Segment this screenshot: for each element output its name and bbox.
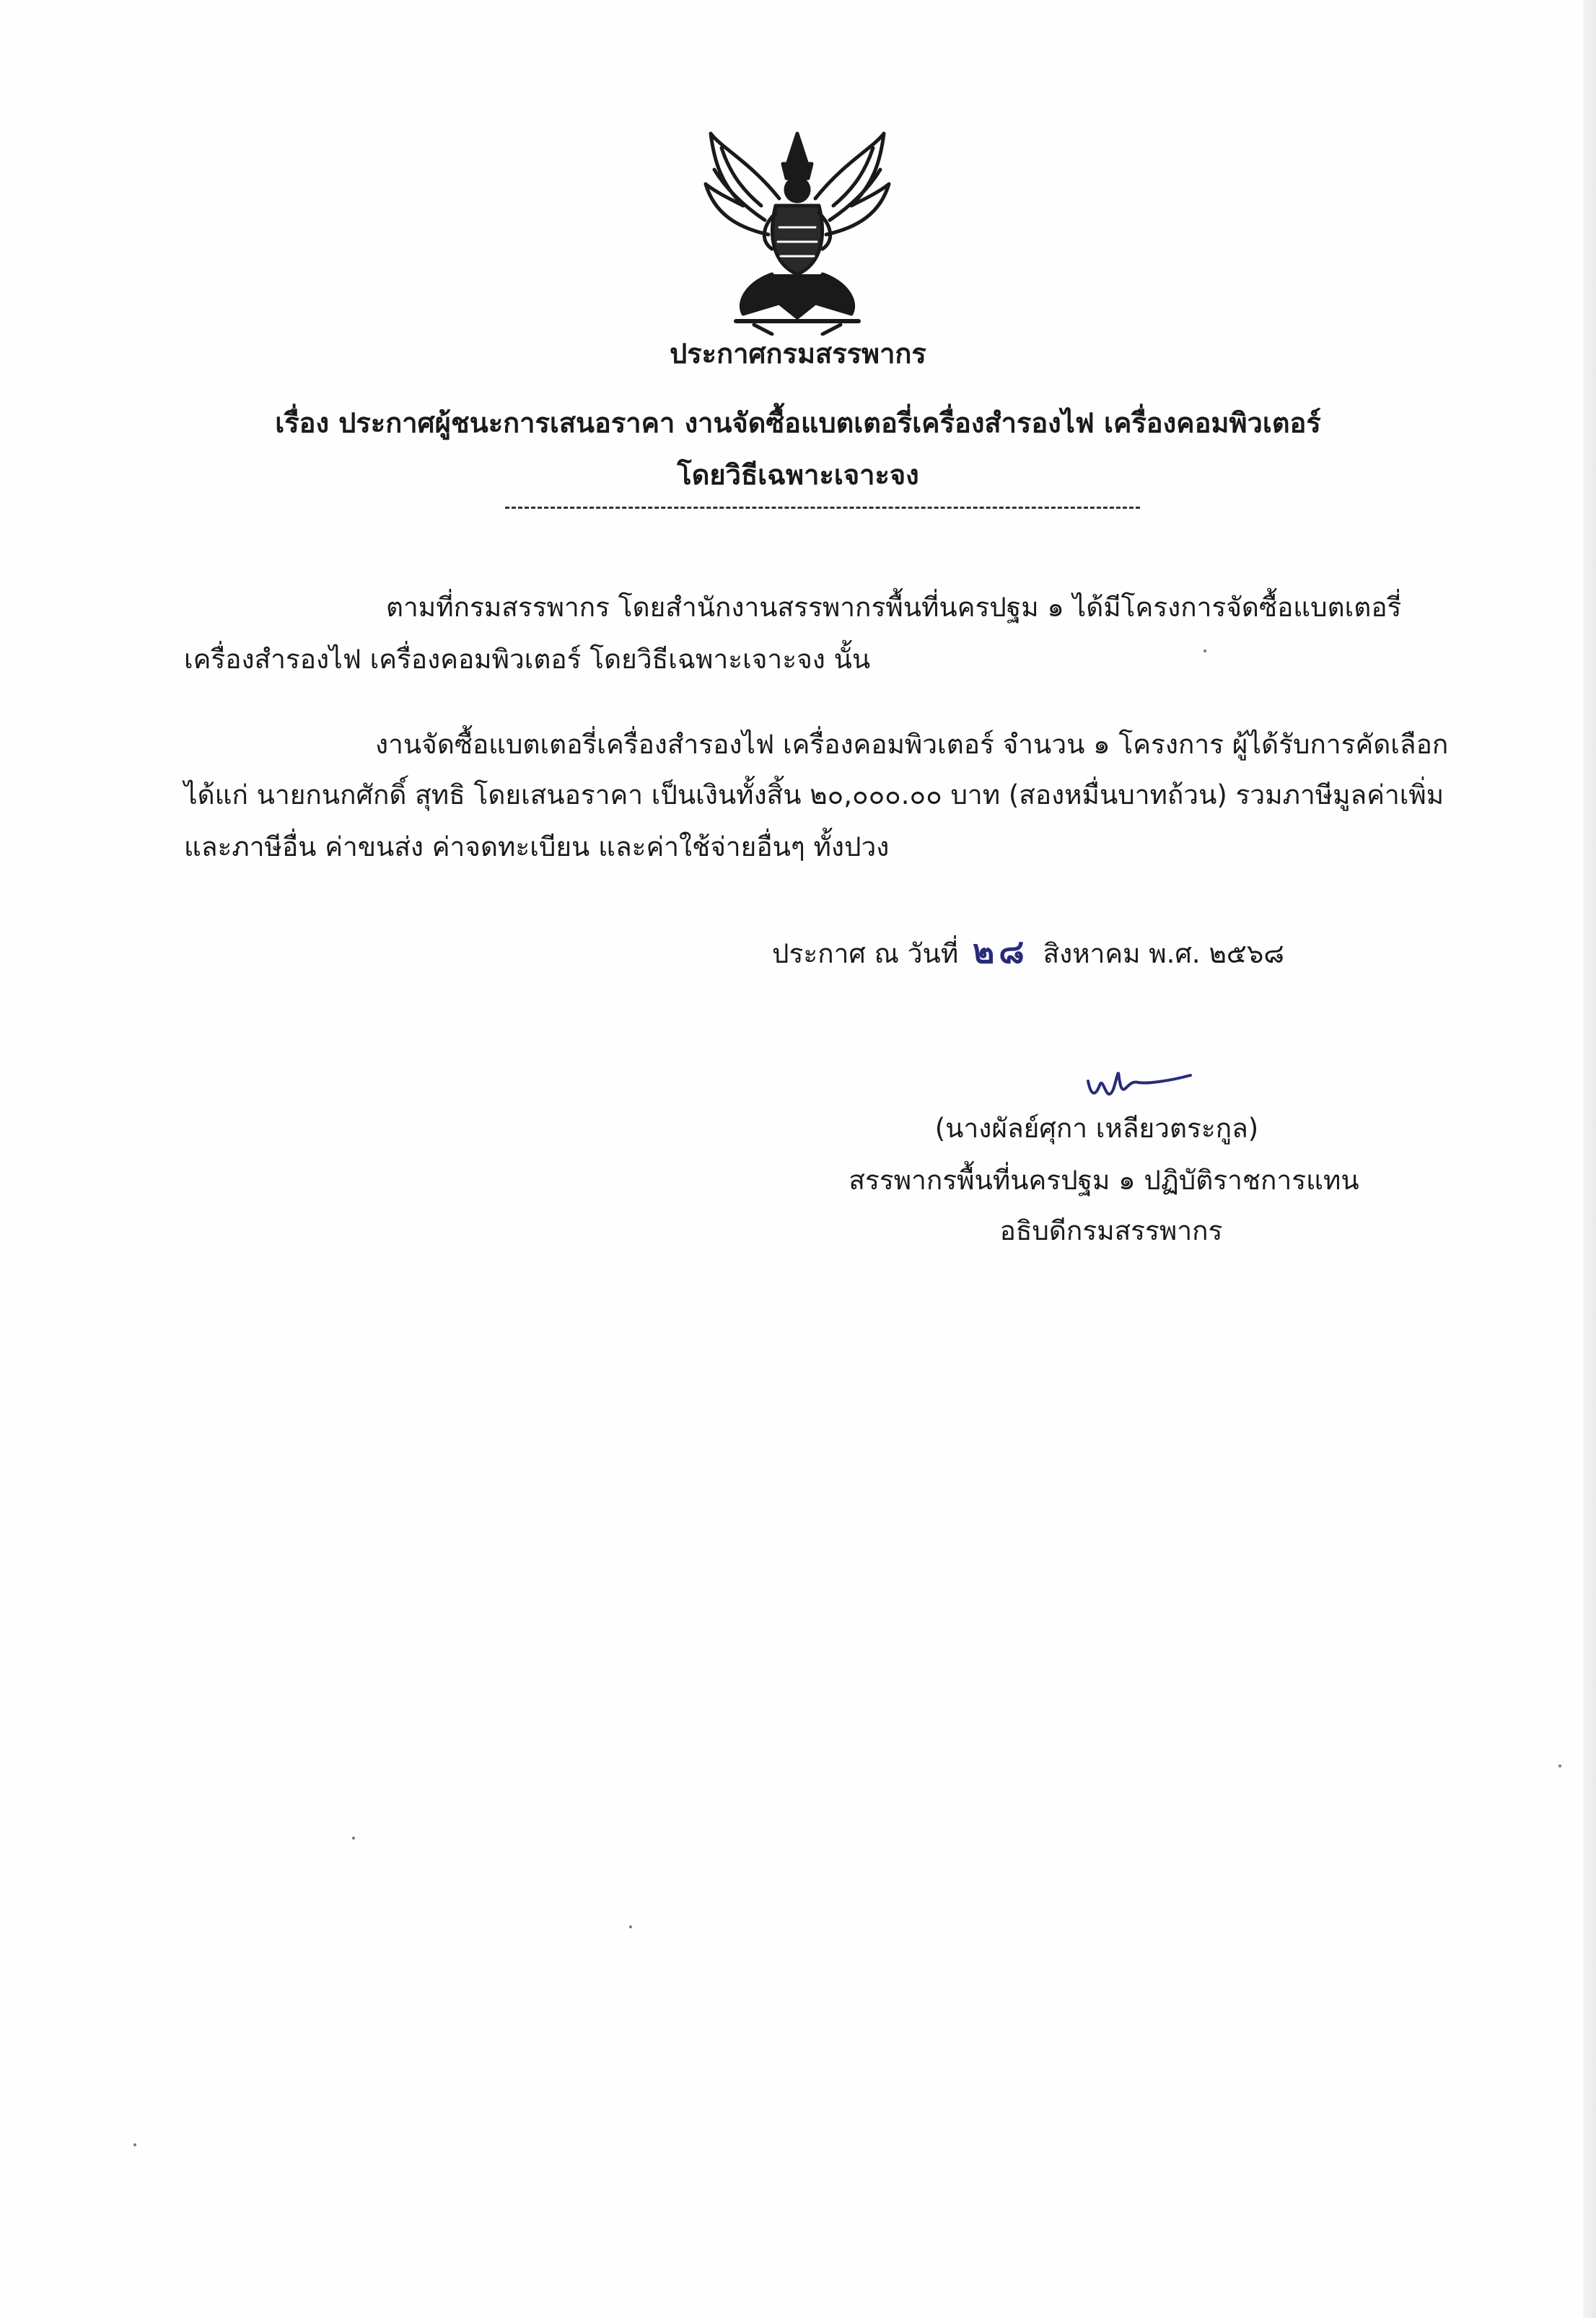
dashed-divider — [505, 507, 1140, 509]
signatory-position: สรรพากรพื้นที่นครปฐม ๑ ปฏิบัติราชการแทน — [849, 1165, 1359, 1196]
garuda-emblem-icon — [693, 119, 902, 336]
paragraph2-line2: ได้แก่ นายกนกศักดิ์ สุทธิ โดยเสนอราคา เป็นเงินทั้งสิ้น ๒๐,๐๐๐.๐๐ บาท (สองหมื่นบาทถ้วน) รวมภาษีมูลค่าเพิ่ม — [184, 779, 1444, 810]
date-suffix: สิงหาคม พ.ศ. ๒๕๖๘ — [1043, 938, 1284, 969]
signatory-position-line2: อธิบดีกรมสรรพากร — [999, 1215, 1223, 1246]
scan-speck — [133, 2143, 136, 2146]
scan-speck — [629, 1925, 632, 1928]
handwritten-signature-icon — [1082, 1059, 1198, 1103]
procurement-method: โดยวิธีเฉพาะเจาะจง — [677, 459, 919, 491]
date-day-handwritten: ๒๘ — [972, 932, 1029, 971]
signatory-name: (นางผัลย์ศุกา เหลียวตระกูล) — [934, 1113, 1259, 1144]
announcement-date — [772, 932, 1284, 973]
paragraph1-line1: ตามที่กรมสรรพากร โดยสำนักงานสรรพากรพื้นที่นครปฐม ๑ ได้มีโครงการจัดซื้อแบตเตอรี่ — [386, 592, 1402, 623]
scan-speck — [1558, 1764, 1561, 1767]
announcement-title: ประกาศกรมสรรพากร — [670, 338, 926, 369]
date-prefix: ประกาศ ณ วันที่ — [772, 938, 959, 969]
announcement-subject: เรื่อง ประกาศผู้ชนะการเสนอราคา งานจัดซื้อแบตเตอรี่เครื่องสำรองไฟ เครื่องคอมพิวเตอร์ — [275, 407, 1321, 439]
scan-speck — [1203, 650, 1206, 652]
paragraph2-line3: และภาษีอื่น ค่าขนส่ง ค่าจดทะเบียน และค่าใช้จ่ายอื่นๆ ทั้งปวง — [184, 831, 890, 862]
paragraph1-line2: เครื่องสำรองไฟ เครื่องคอมพิวเตอร์ โดยวิธีเฉพาะเจาะจง นั้น — [184, 644, 871, 675]
scan-speck — [352, 1837, 355, 1840]
paragraph2-line1: งานจัดซื้อแบตเตอรี่เครื่องสำรองไฟ เครื่องคอมพิวเตอร์ จำนวน ๑ โครงการ ผู้ได้รับการคัดเลือก — [375, 729, 1449, 760]
